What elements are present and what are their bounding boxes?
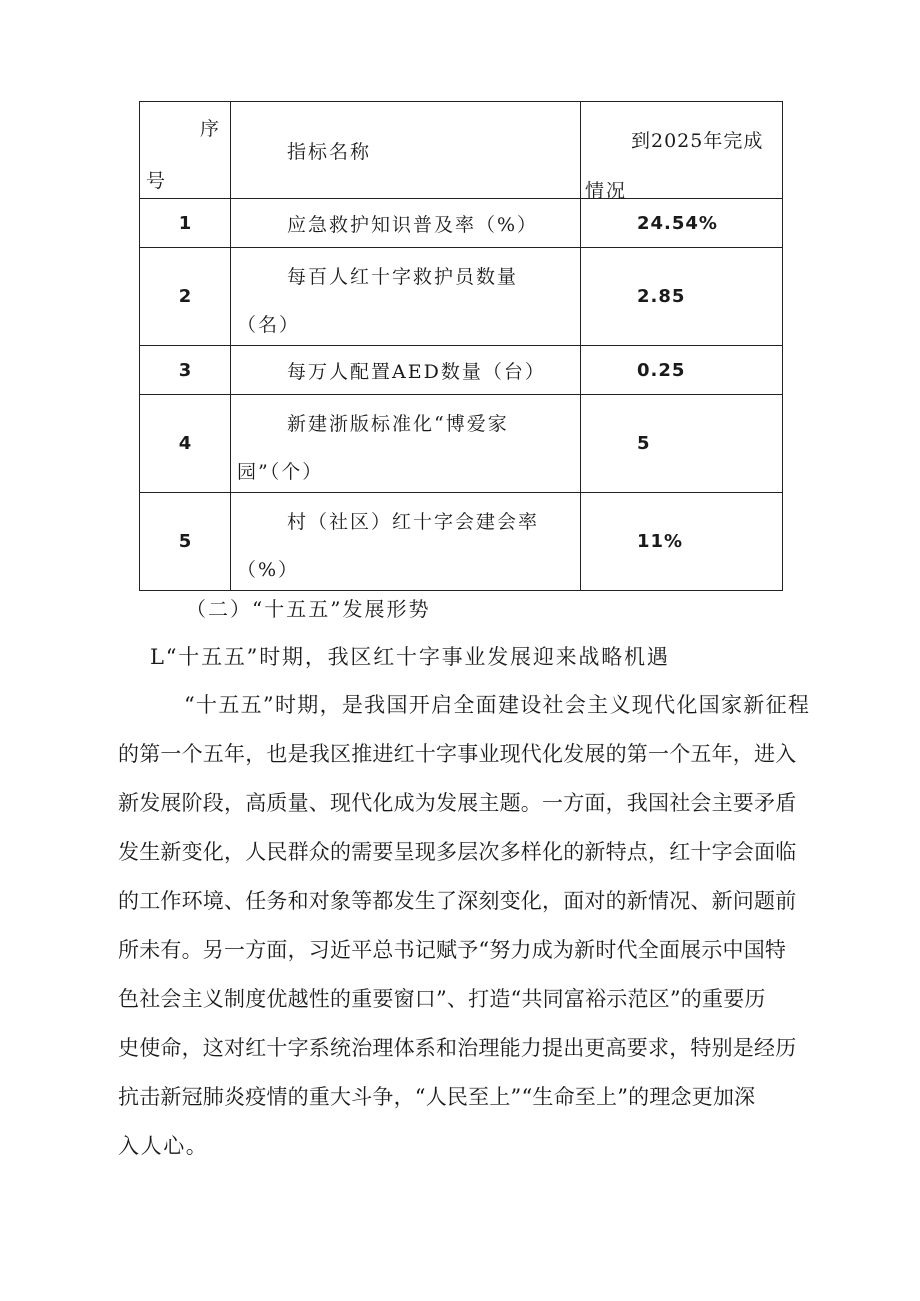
section-heading: （二）“十五五”发展形势 [186,597,431,621]
header-seq-line1: 序 [200,118,222,140]
row-indicator-name-line1: 应急救护知识普及率（%） [287,213,539,236]
header-seq-cell [140,102,231,199]
row-number: 4 [140,395,231,493]
row-value: 5 [581,395,783,493]
header-name-cell [231,102,581,199]
row-indicator-name [231,493,581,591]
table-header-row [140,102,783,199]
paragraph-line: 入人心。 [118,1134,209,1158]
row-value: 24.54% [581,199,783,248]
row-indicator-name [231,395,581,493]
paragraph-line: 所未有。另一方面，习近平总书记赋予“努力成为新时代全面展示中国特 [118,938,787,962]
paragraph-line: 色社会主义制度优越性的重要窗口”、打造“共同富裕示范区”的重要历 [118,987,766,1011]
row-indicator-name-line2: （%） [237,559,300,581]
row-indicator-name-line1: 每万人配置AED数量（台） [287,360,546,383]
row-indicator-name [231,248,581,346]
row-indicator-name-line1: 每百人红十字救护员数量 [287,266,519,288]
row-number: 2 [140,248,231,346]
paragraph-line: 发生新变化，人民群众的需要呈现多层次多样化的新特点，红十字会面临 [118,840,797,864]
table-row [140,199,783,248]
header-done-cell [581,102,783,202]
paragraph-line: 的工作环境、任务和对象等都发生了深刻变化，面对的新情况、新问题前 [118,889,797,913]
row-indicator-name-line2: 园”（个） [237,461,324,483]
row-indicator-name [231,199,581,248]
row-indicator-name-line2: （名） [237,314,301,336]
sub-heading: L“十五五”时期，我区红十字事业发展迎来战略机遇 [150,645,670,669]
paragraph-line: 史使命，这对红十字系统治理体系和治理能力提出更高要求，特别是经历 [118,1036,797,1060]
table-row [140,395,783,493]
table-row [140,248,783,346]
row-value: 2.85 [581,248,783,346]
row-indicator-name [231,346,581,395]
paragraph-line: “十五五”时期，是我国开启全面建设社会主义现代化国家新征程 [184,693,811,717]
table-row [140,346,783,395]
header-done-line1: 到2025年完成 [631,130,764,152]
row-number: 5 [140,493,231,591]
row-number: 1 [140,199,231,248]
row-indicator-name-line1: 村（社区）红十字会建会率 [287,511,540,533]
row-indicator-name-line1: 新建浙版标准化“博爱家 [287,413,509,435]
row-value: 0.25 [581,346,783,395]
paragraph-line: 新发展阶段，高质量、现代化成为发展主题。一方面，我国社会主要矛盾 [118,791,797,815]
paragraph-line: 抗击新冠肺炎疫情的重大斗争，“人民至上”“生命至上”的理念更加深 [118,1085,756,1109]
indicator-table [139,101,783,591]
row-value: 11% [581,493,783,591]
table-row [140,493,783,591]
header-name: 指标名称 [287,140,372,163]
paragraph-line: 的第一个五年，也是我区推进红十字事业现代化发展的第一个五年，进入 [118,742,797,766]
row-number: 3 [140,346,231,395]
header-seq-line2: 号 [146,170,168,192]
header-done-line2: 情况 [585,180,628,202]
